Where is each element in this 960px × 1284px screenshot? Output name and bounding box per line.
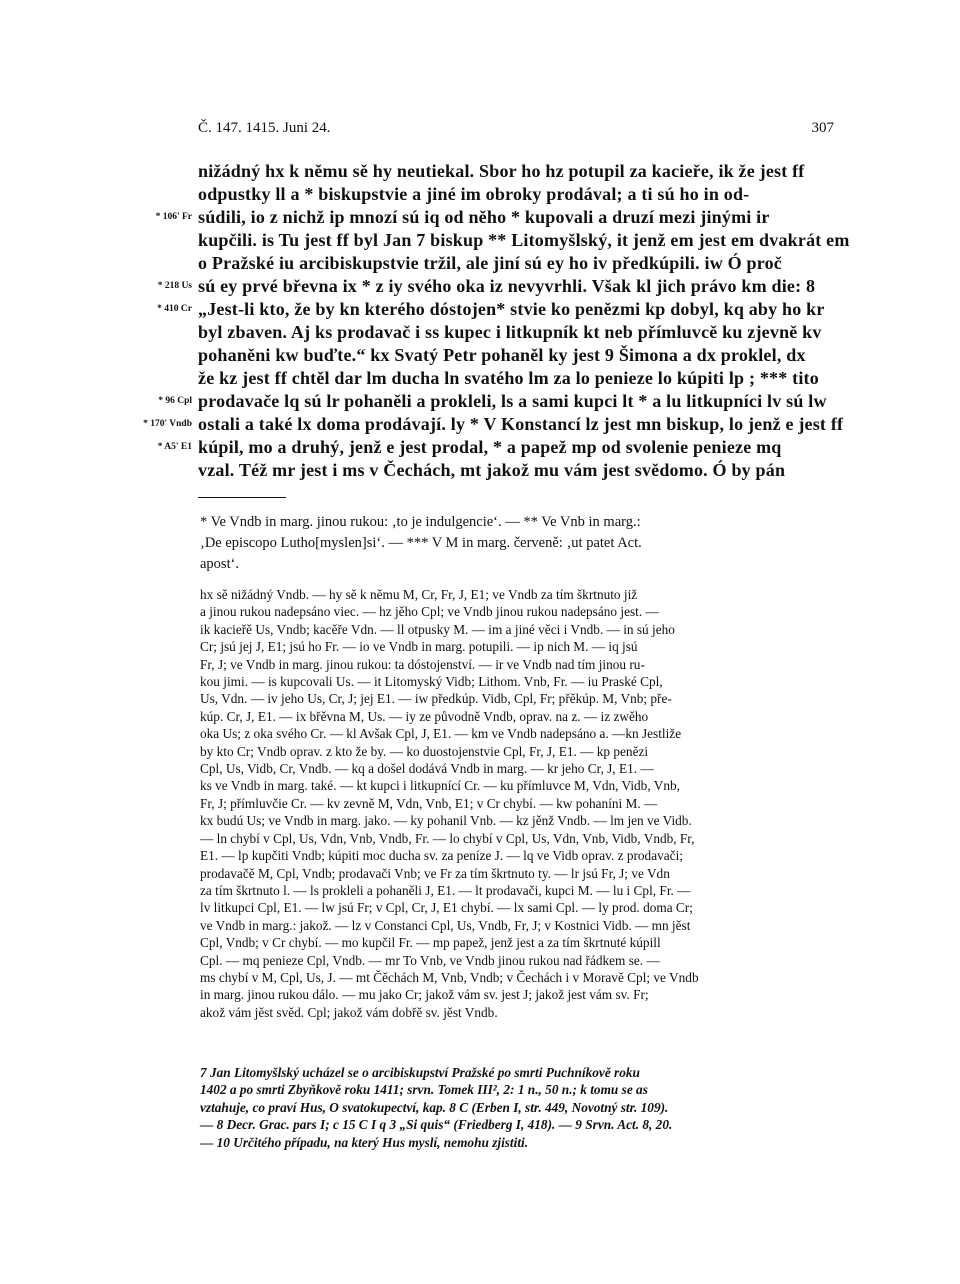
variant-line: kou jimi. — is kupcovali Us. — it Litomyský Vidb; Lithom. Vnb, Fr. — iu Praské Cpl, [200,674,663,690]
variant-line: Cr; jsú jej J, E1; jsú ho Fr. — io ve Vndb in marg. potupili. — ip nich M. — iq jsú [200,639,638,655]
variant-line: ik kacieřě Us, Vndb; kacěře Vdn. — ll otpusky M. — im a jiné věci i Vndb. — in sú jeho [200,621,675,637]
note-line: — 10 Určitého případu, na který Hus myslí, nemohu zjistiti. [200,1134,529,1150]
note-line: vztahuje, co praví Hus, O svatokupectví, kap. 8 C (Erben I, str. 449, Novotný str. 109). [200,1099,669,1115]
annotation-line: ‚De episcopo Lutho[myslen]si‘. — *** V M in marg. červeně: ‚ut patet Act. [200,535,642,551]
variant-line: Cpl, Us, Vidb, Cr, Vndb. — kq a došel dodává Vndb in marg. — kr jeho Cr, J, E1. — [200,761,654,777]
variant-line: — ln chybí v Cpl, Us, Vdn, Vnb, Vndb, Fr. — lo chybí v Cpl, Us, Vdn, Vnb, Vidb, Vndb, Fr, [200,830,695,846]
page-number: 307 [811,120,834,136]
variant-line: by kto Cr; Vndb oprav. z kto že by. — ko duostojenstvie Cpl, Fr, J, E1. — kp penězi [200,743,649,759]
note-line: 1402 a po smrti Zbyňkově roku 1411; srvn. Tomek III², 2: 1 n., 50 n.; k tomu se as [200,1082,648,1098]
text-line: že kz jest ff chtěl dar lm ducha ln svatého lm za lo penieze lo kúpiti lp ; *** tito [198,368,819,388]
editorial-notes [200,1064,834,1151]
variant-line: a jinou rukou nadepsáno viec. — hz jěho Cpl; ve Vndb jinou rukou nadepsáno jest. — [200,604,659,620]
text-line: pohaněni kw buďte.“ kx Svatý Petr pohaněl ky jest 9 Šimona a dx proklel, dx [198,345,806,365]
margin-note: * 106' Fr [155,212,192,222]
text-line: byl zbaven. Aj ks prodavač i ss kupec i litkupník kt neb přímluvcě ku zjevně kv [198,322,822,342]
variant-line: Fr, J; ve Vndb in marg. jinou rukou: ta dóstojenství. — ir ve Vndb nad tím jinou ru- [200,656,645,672]
annotation-line: * Ve Vndb in marg. jinou rukou: ‚to je indulgencie‘. — ** Ve Vnb in marg.: [200,514,641,530]
variant-line: akož vám jěst svěd. Cpl; jakož vám dobřě sv. jěst Vndb. [200,1004,498,1020]
variant-line: kúp. Cr, J, E1. — ix břěvna M, Us. — iy ze původně Vndb, oprav. na z. — iz zwěho [200,708,649,724]
variant-line: ks ve Vndb in marg. také. — kt kupci i litkupnící Cr. — ku přímluvce M, Vdn, Vidb, Vnb, [200,778,680,794]
margin-note: * 170' Vndb [143,419,192,429]
variant-line: Us, Vdn. — iv jeho Us, Cr, J; jej E1. — iw předkúp. Vidb, Cpl, Fr; přěkúp. M, Vnb; pře- [200,691,672,707]
header-citation: Č. 147. 1415. Juni 24. [198,120,331,136]
variant-line: lv litkupci Cpl, E1. — lw jsú Fr; v Cpl, Cr, J, E1 chybí. — lx sami Cpl. — ly prod. doma Cr; [200,900,693,916]
text-line: odpustky ll a * biskupstvie a jiné im obroky prodával; a ti sú ho in od- [198,184,750,204]
variant-line: za tím škrtnuto l. — ls prokleli a pohaněli J, E1. — lt prodavači, kupci M. — lu i Cpl, Fr. — [200,882,691,898]
margin-note: * 218 Us [157,281,192,291]
text-line: súdili, io z nichž ip mnozí sú iq od něho * kupovali a druzí mezi jinými ir [198,207,770,227]
margin-note: * 96 Cpl [158,396,192,406]
margin-note: * 410 Cr [157,304,192,314]
text-line: nižádný hx k němu sě hy neutiekal. Sbor ho hz potupil za kacieře, ik že jest ff [198,161,805,181]
variant-line: hx sě nižádný Vndb. — hy sě k němu M, Cr, Fr, J, E1; ve Vndb za tím škrtnuto již [200,587,638,602]
text-line: sú ey prvé břevna ix * z iy svého oka iz nevyvrhli. Však kl jich právo km die: 8 [198,276,816,296]
variant-line: ve Vndb in marg.: jakož. — lz v Constanci Cpl, Us, Vndb, Fr, J; v Kostnici Vidb. — mn jěst [200,917,691,933]
text-line: prodavače lq sú lr pohaněli a prokleli, ls a sami kupci lt * a lu litkupníci lv sú lw [198,391,827,411]
text-line: vzal. Též mr jest i ms v Čechách, mt jakož mu vám jest svědomo. Ó by pán [198,460,786,480]
variant-apparatus [200,586,834,1021]
annotation-line: apost‘. [200,556,240,572]
footnote-divider [198,497,286,498]
variant-line: Fr, J; přímluvčie Cr. — kv zevně M, Vdn, Vnb, E1; v Cr chybí. — kw pohaníni M. — [200,795,658,811]
variant-line: ms chybí v M, Cpl, Us, J. — mt Čěchách M, Vnb, Vndb; v Čechách i v Moravě Cpl; ve Vndb [200,969,699,985]
marginal-annotations [200,512,834,575]
text-line: kupčili. is Tu jest ff byl Jan 7 biskup ** Litomyšlský, it jenž em jest em dvakrát em [198,230,850,250]
note-line: 7 Jan Litomyšlský ucházel se o arcibiskupství Pražské po smrti Puchníkově roku [200,1065,640,1080]
text-line: kúpil, mo a druhý, jenž e jest prodal, * a papež mp od svolenie penieze mq [198,437,782,457]
variant-line: kx budú Us; ve Vndb in marg. jako. — ky pohanil Vnb. — kz jěnž Vndb. — lm jen ve Vidb. [200,813,692,829]
variant-line: in marg. jinou rukou dálo. — mu jako Cr; jakož vám sv. jest J; jakož jest vám sv. Fr; [200,987,649,1003]
text-line: „Jest-li kto, že by kn kterého dóstojen* stvie ko penězmi kp dobyl, kq aby ho kr [198,299,825,319]
text-line: ostali a také lx doma prodávají. ly * V Konstancí lz jest mn biskup, lo jenž e jest ff [198,414,844,434]
note-line: — 8 Decr. Grac. pars I; c 15 C I q 3 „Si quis“ (Friedberg I, 418). — 9 Srvn. Act. 8, 20. [200,1117,673,1133]
main-text [198,160,850,482]
text-line: o Pražské iu arcibiskupstvie tržil, ale jiní sú ey ho iv předkúpili. iw Ó proč [198,253,782,273]
variant-line: E1. — lp kupčiti Vndb; kúpiti moc ducha sv. za peníze J. — lq ve Vidb oprav. z prodavači; [200,848,683,864]
variant-line: Cpl, Vndb; v Cr chybí. — mo kupčil Fr. — mp papež, jenž jest a za tím škrtnuté kúpill [200,935,661,951]
variant-line: Cpl. — mq penieze Cpl, Vndb. — mr To Vnb, ve Vndb jinou rukou nad řádkem se. — [200,952,660,968]
margin-note: * A5' E1 [157,442,192,452]
variant-line: oka Us; z oka svého Cr. — kl Avšak Cpl, J, E1. — km ve Vndb nadepsáno a. —kn Jestliže [200,726,682,742]
variant-line: prodavačě M, Cpl, Vndb; prodavači Vnb; ve Fr za tím škrtnuto ty. — lr jsú Fr, J; ve Vdn [200,865,670,881]
